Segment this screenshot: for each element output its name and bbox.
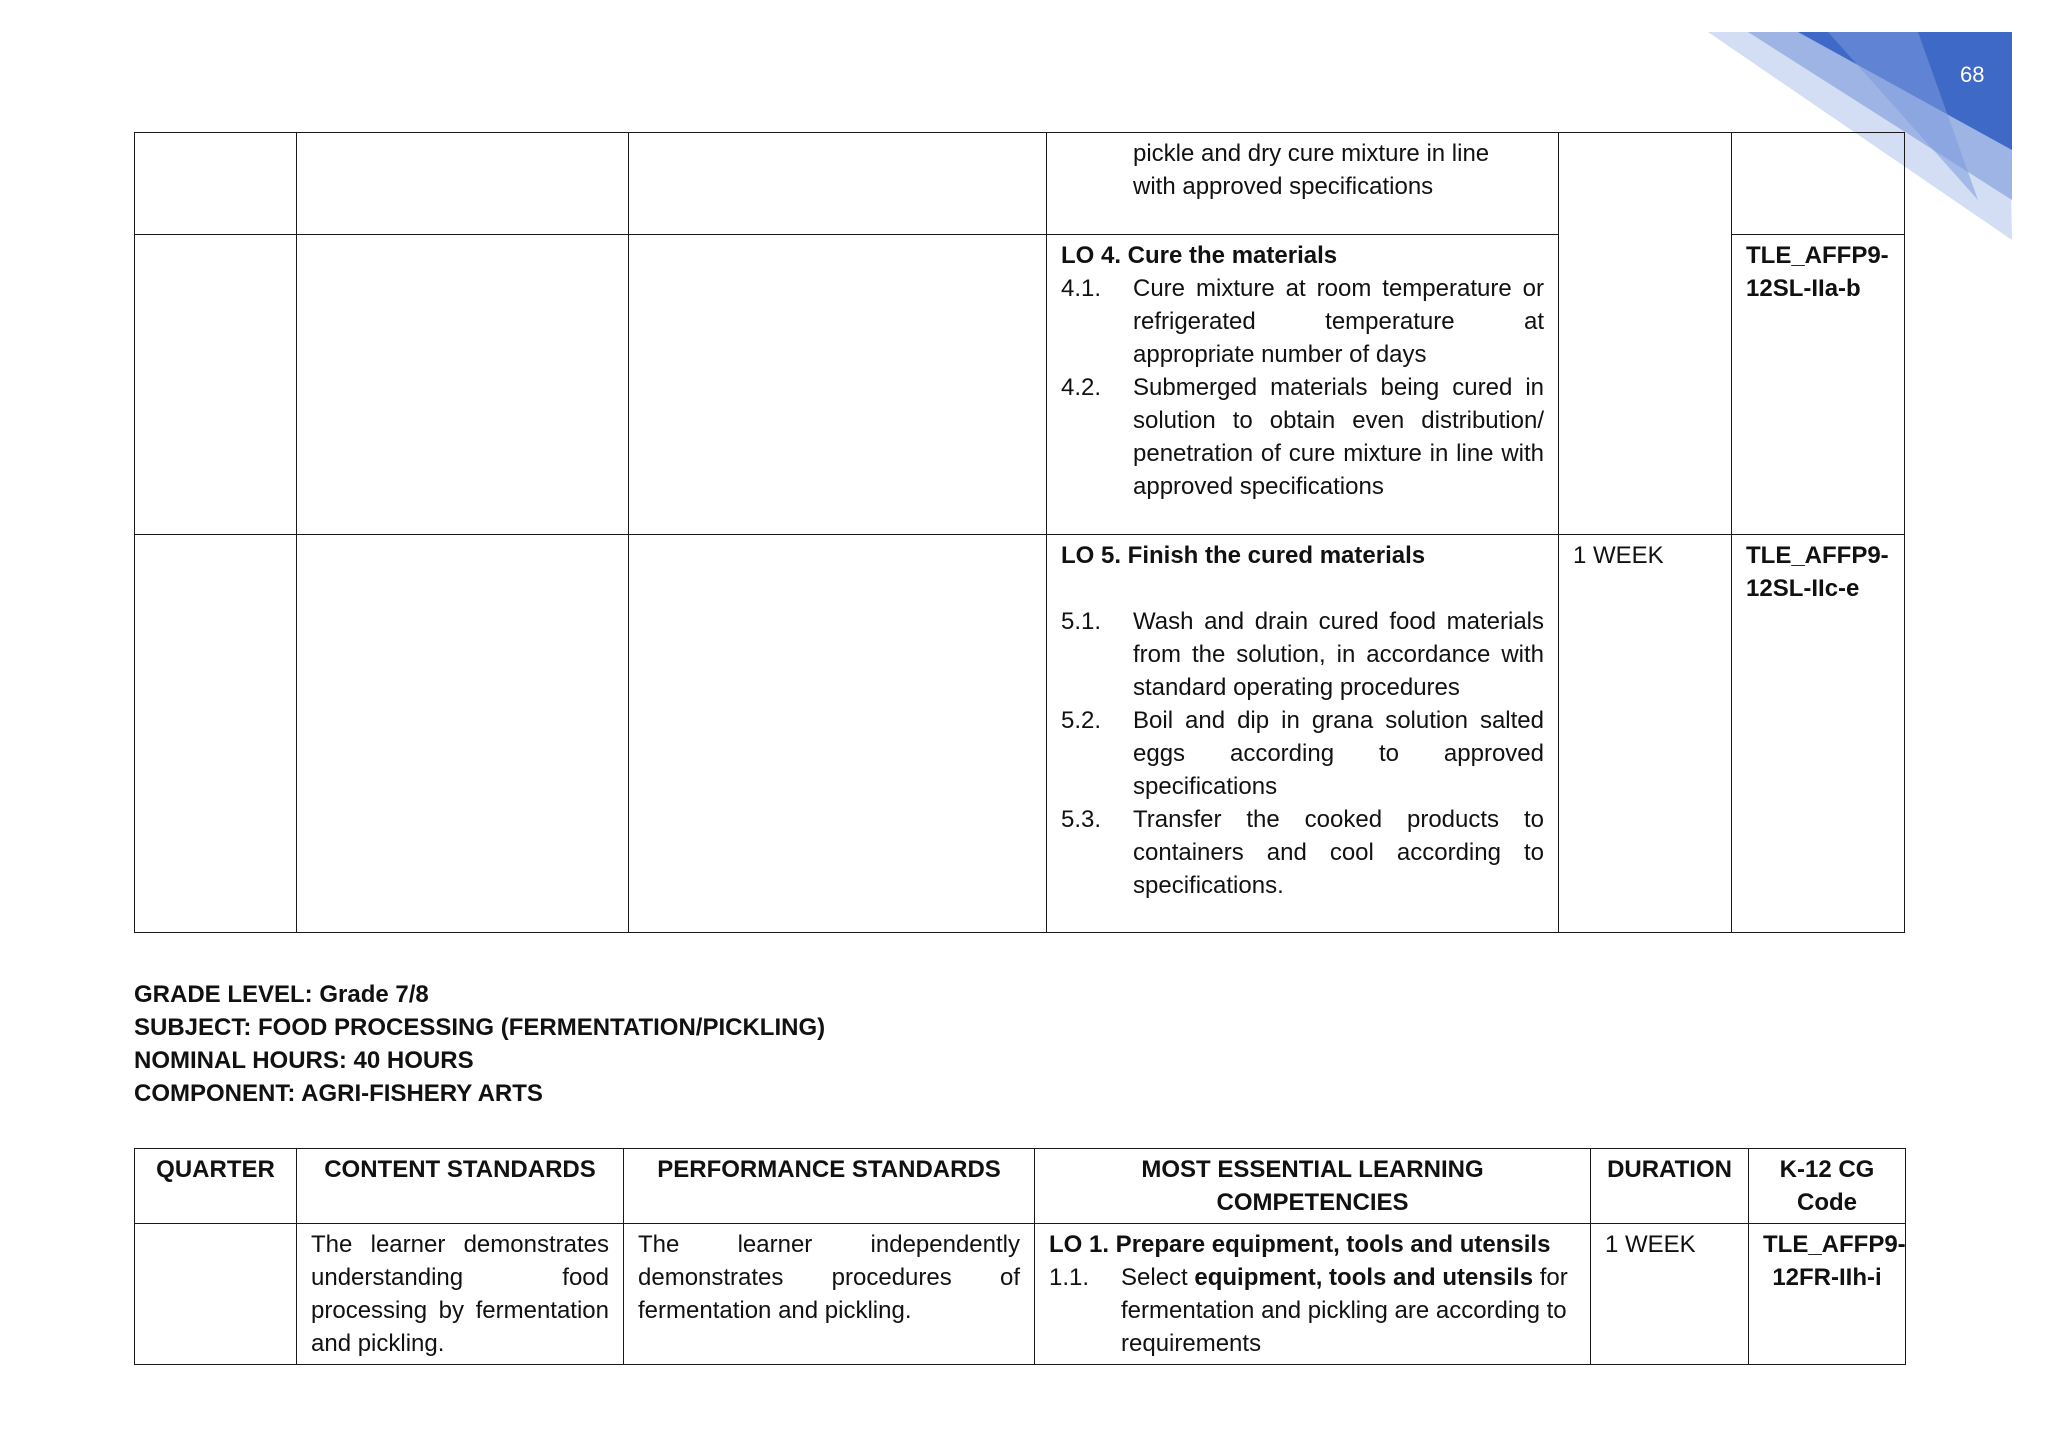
header-cg-code: K-12 CG Code — [1749, 1149, 1906, 1224]
lo-title: LO 1. Prepare equipment, tools and utensils — [1049, 1231, 1551, 1258]
nominal-hours: NOMINAL HOURS: 40 HOURS — [134, 1047, 474, 1074]
competency-table — [134, 1148, 1906, 1365]
duration-cell: 1 WEEK — [1559, 535, 1732, 933]
table-header-row — [135, 1149, 1906, 1224]
competency-cell: pickle and dry cure mixture in line with approved specifications — [1047, 133, 1559, 235]
course-info — [134, 978, 825, 1110]
competency-table-continued — [134, 132, 1905, 933]
subject: SUBJECT: FOOD PROCESSING (FERMENTATION/PICKLING) — [134, 1014, 826, 1041]
competency-cell — [1035, 1224, 1591, 1365]
list-item: 1.1. Select equipment, tools and utensils for fermentation and pickling are according to requirements — [1049, 1264, 1568, 1357]
list-item: 5.2. Boil and dip in grana solution salted eggs according to approved specifications — [1061, 707, 1544, 800]
header-melc: MOST ESSENTIAL LEARNING COMPETENCIES — [1035, 1149, 1591, 1224]
header-performance-standards: PERFORMANCE STANDARDS — [624, 1149, 1035, 1224]
competency-cell — [1047, 535, 1559, 933]
competency-cell — [1047, 235, 1559, 535]
list-item: 4.1. Cure mixture at room temperature or refrigerated temperature at appropriate number of days — [1061, 275, 1544, 368]
page-number: 68 — [1960, 62, 1985, 87]
header-content-standards: CONTENT STANDARDS — [297, 1149, 624, 1224]
lo-title: LO 5. Finish the cured materials — [1061, 542, 1426, 569]
component: COMPONENT: AGRI-FISHERY ARTS — [134, 1080, 543, 1107]
list-item: 4.2. Submerged materials being cured in solution to obtain even distribution/ penetration of cure mixture in line with approved specifications — [1061, 374, 1544, 500]
header-quarter: QUARTER — [135, 1149, 297, 1224]
duration-cell: 1 WEEK — [1591, 1224, 1749, 1365]
lo-title: LO 4. Cure the materials — [1061, 242, 1338, 269]
grade-level: GRADE LEVEL: Grade 7/8 — [134, 981, 429, 1008]
list-item: 5.1. Wash and drain cured food materials from the solution, in accordance with standard operating procedures — [1061, 608, 1544, 701]
table-row — [135, 535, 1905, 933]
table-row — [135, 1224, 1906, 1365]
performance-standard-cell: The learner independently demonstrates procedures of fermentation and pickling. — [624, 1224, 1035, 1365]
duration-cell — [1559, 133, 1732, 535]
header-duration: DURATION — [1591, 1149, 1749, 1224]
cg-code-cell: TLE_AFFP9-12SL-IIa-b — [1732, 235, 1905, 535]
content-standard-cell: The learner demonstrates understanding food processing by fermentation and pickling. — [297, 1224, 624, 1365]
cg-code-cell: TLE_AFFP9-12FR-IIh-i — [1749, 1224, 1906, 1365]
cg-code-cell: TLE_AFFP9-12SL-IIc-e — [1732, 535, 1905, 933]
table-row — [135, 133, 1905, 235]
list-item: 5.3. Transfer the cooked products to containers and cool according to specifications. — [1061, 806, 1544, 899]
